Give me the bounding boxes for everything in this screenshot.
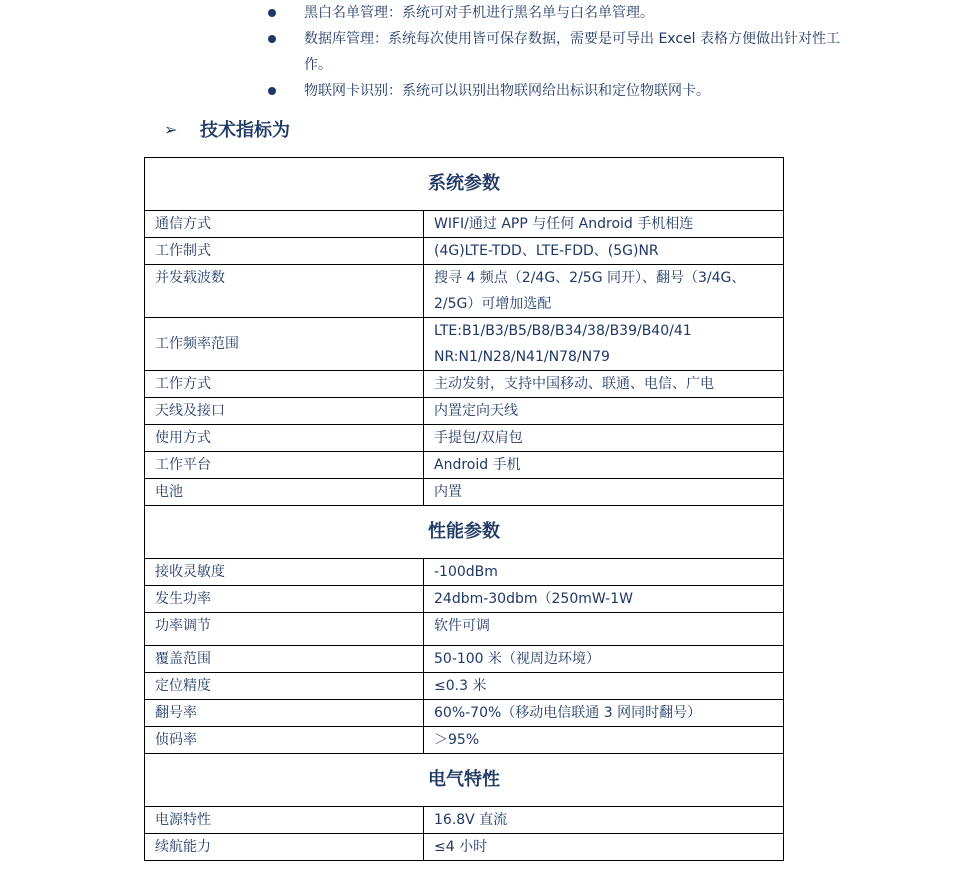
table-row <box>145 586 784 613</box>
param-value: 手提包/双肩包 <box>424 425 784 452</box>
table-row <box>145 646 784 673</box>
param-label: 翻号率 <box>145 700 424 727</box>
param-value: 16.8V 直流 <box>424 807 784 834</box>
param-value-line: LTE:B1/B3/B5/B8/B34/38/B39/B40/41 <box>434 323 692 339</box>
spec-table <box>144 157 784 861</box>
section-header-system: 系统参数 <box>145 158 784 211</box>
param-label: 侦码率 <box>145 727 424 754</box>
param-value-line: NR:N1/N28/N41/N78/N79 <box>434 349 610 365</box>
section-header-electrical: 电气特性 <box>145 754 784 807</box>
table-row <box>145 613 784 646</box>
param-label: 工作方式 <box>145 371 424 398</box>
table-row <box>145 425 784 452</box>
param-label: 接收灵敏度 <box>145 559 424 586</box>
param-value: 24dbm-30dbm（250mW-1W <box>424 586 784 613</box>
bullet-dot-icon <box>268 9 276 17</box>
param-value: ＞95% <box>424 727 784 754</box>
bullet-text: 数据库管理：系统每次使用皆可保存数据，需要是可导出 Excel 表格方便做出针对性工作。 <box>304 31 840 73</box>
section-header-row <box>145 506 784 559</box>
table-row <box>145 673 784 700</box>
param-label: 使用方式 <box>145 425 424 452</box>
param-value: ≤4 小时 <box>424 834 784 861</box>
param-label: 发生功率 <box>145 586 424 613</box>
bullet-dot-icon <box>268 87 276 95</box>
param-value: 软件可调 <box>424 613 784 646</box>
table-row <box>145 371 784 398</box>
section-header-row <box>145 754 784 807</box>
param-value: 内置 <box>424 479 784 506</box>
param-label: 功率调节 <box>145 613 424 646</box>
table-row <box>145 700 784 727</box>
param-value: (4G)LTE-TDD、LTE-FDD、(5G)NR <box>424 238 784 265</box>
param-label: 工作平台 <box>145 452 424 479</box>
param-value: Android 手机 <box>424 452 784 479</box>
param-label: 电源特性 <box>145 807 424 834</box>
section-header-performance: 性能参数 <box>145 506 784 559</box>
param-label: 定位精度 <box>145 673 424 700</box>
param-label: 工作频率范围 <box>145 318 424 371</box>
table-row <box>145 807 784 834</box>
bullet-text: 黑白名单管理：系统可对手机进行黑名单与白名单管理。 <box>304 5 654 21</box>
param-value: WIFI/通过 APP 与任何 Android 手机相连 <box>424 211 784 238</box>
param-label: 电池 <box>145 479 424 506</box>
param-value: 50-100 米（视周边环境） <box>424 646 784 673</box>
param-label: 覆盖范围 <box>145 646 424 673</box>
section-title: 技术指标为 <box>200 120 290 141</box>
param-value: 内置定向天线 <box>424 398 784 425</box>
param-value: 主动发射，支持中国移动、联通、电信、广电 <box>424 371 784 398</box>
arrow-bullet-icon: ➢ <box>164 120 178 139</box>
param-label: 并发载波数 <box>145 265 424 318</box>
param-label: 工作制式 <box>145 238 424 265</box>
table-row <box>145 452 784 479</box>
table-row <box>145 211 784 238</box>
param-value: 搜寻 4 频点（2/4G、2/5G 同开）、翻号（3/4G、2/5G）可增加选配 <box>424 265 784 318</box>
section-header-row <box>145 158 784 211</box>
param-value-multiline <box>424 318 784 371</box>
table-row <box>145 265 784 318</box>
table-row <box>145 559 784 586</box>
param-label: 通信方式 <box>145 211 424 238</box>
bullet-dot-icon <box>268 35 276 43</box>
param-value: -100dBm <box>424 559 784 586</box>
table-row <box>145 727 784 754</box>
table-row <box>145 318 784 371</box>
table-row <box>145 479 784 506</box>
param-value: 60%-70%（移动电信联通 3 网同时翻号） <box>424 700 784 727</box>
table-row <box>145 834 784 861</box>
table-row <box>145 398 784 425</box>
table-row <box>145 238 784 265</box>
bullet-text: 物联网卡识别：系统可以识别出物联网给出标识和定位物联网卡。 <box>304 83 710 99</box>
param-label: 续航能力 <box>145 834 424 861</box>
param-value: ≤0.3 米 <box>424 673 784 700</box>
param-label: 天线及接口 <box>145 398 424 425</box>
